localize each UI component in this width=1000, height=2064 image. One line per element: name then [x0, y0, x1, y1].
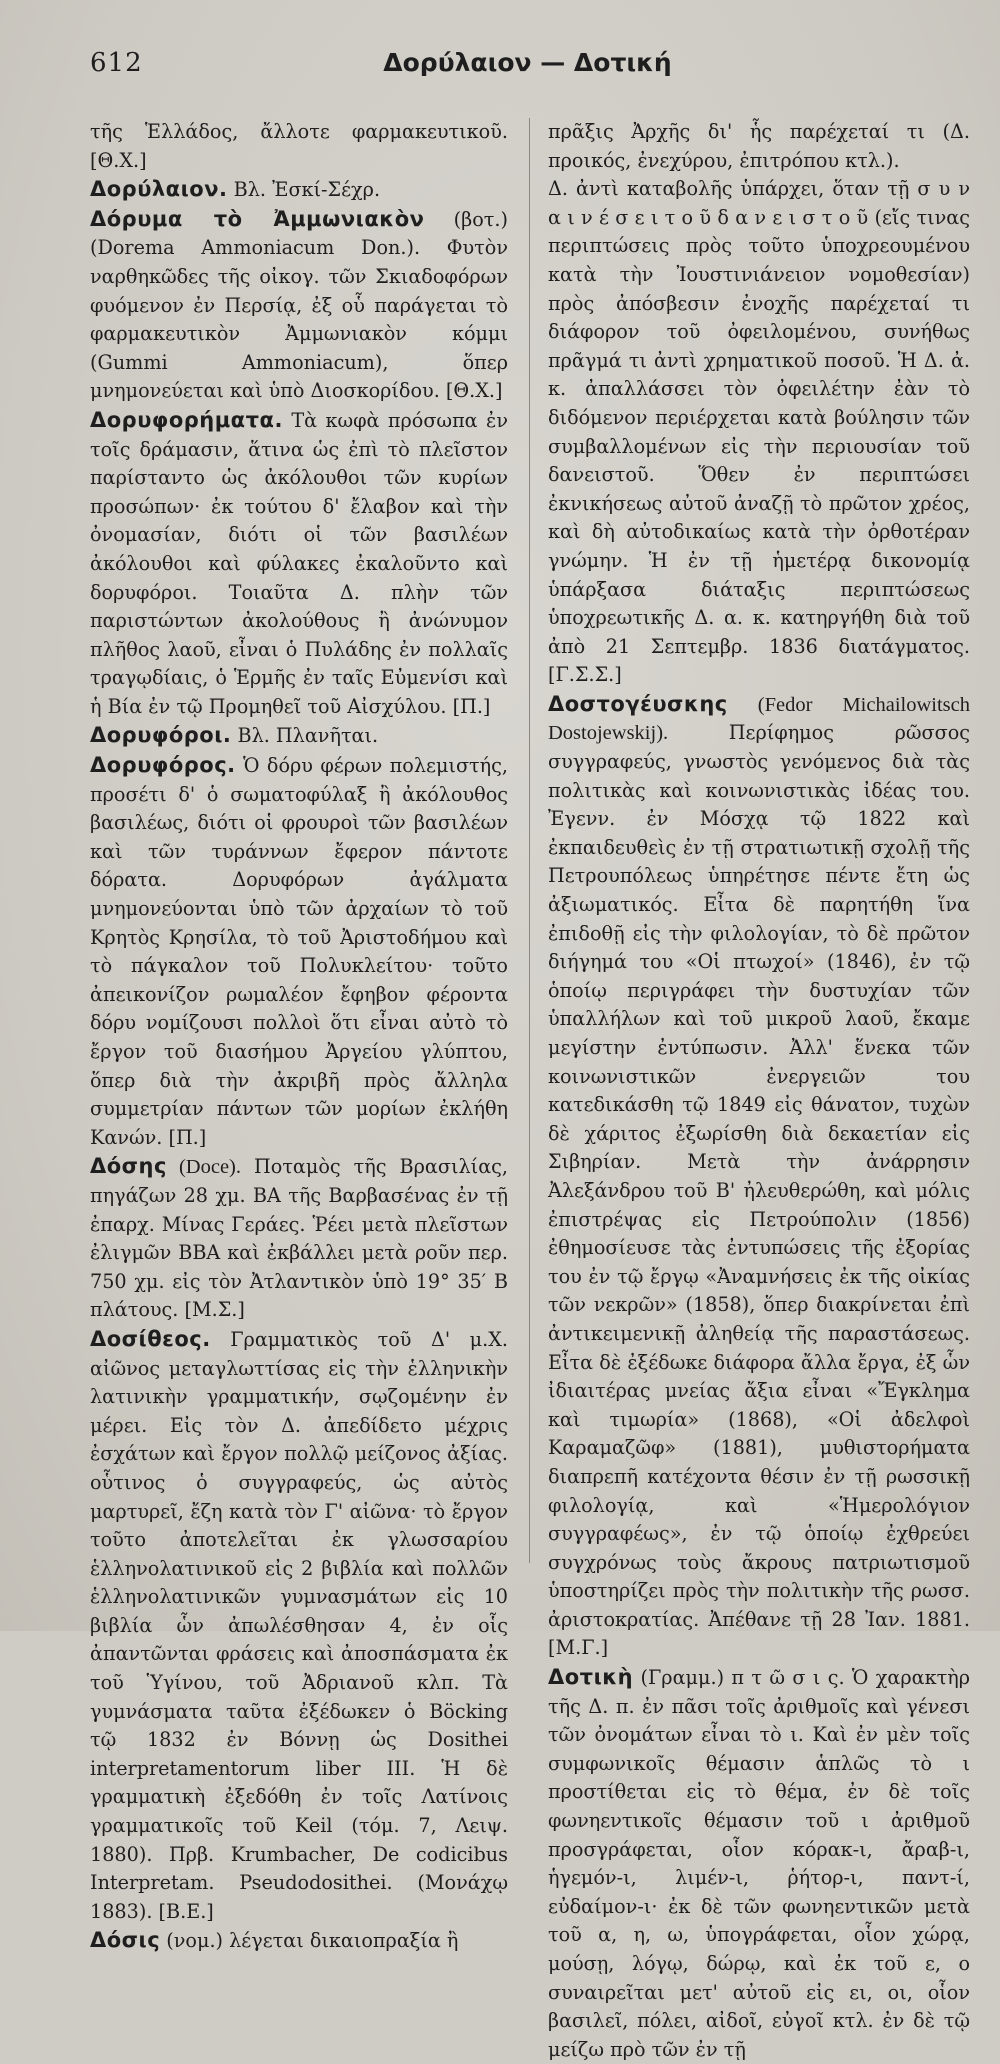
right-column — [548, 118, 970, 2064]
dictionary-entry — [90, 1325, 508, 1926]
entry-text: πρᾶξις Ἀρχῆς δι' ἧς παρέχεταί τι (Δ. προικός, ἐνεχύρου, ἐπιτρόπου κτλ.). — [548, 120, 970, 172]
entry-text: Γραμματικὸς τοῦ Δ' μ.Χ. αἰῶνος μεταγλωττίσας εἰς τὴν ἑλληνικὴν λατινικὴν γραμματικήν, σῳζομένην ἐν μέρει. Εἰς τὸν Δ. ἀπεδίδετο μέχρις ἐσχάτων καὶ ἔργον πολλῷ μείζονος ἀξίας. οὗτινος ὁ συγγραφεύς, ὡς αὐτὸς μαρτυρεῖ, ἔζη κατὰ τὸν Γ' αἰῶνα· τὸ ἔργον τοῦτο ἀποτελεῖται ἐκ γλωσσαρίου ἑλληνολατινικοῦ εἰς 2 βιβλία καὶ πολλῶν ἑλληνολατινικῶν γυμνασμάτων εἰς 10 βιβλία ὧν ἀπωλέσθησαν 4, ἐν οἷς ἀπαντῶνται φράσεις καὶ ἀποσπάσματα ἐκ τοῦ Ὑγίνου, τοῦ Ἀδριανοῦ κλπ. Τὰ γυμνάσματα ταῦτα ἐξέδωκεν ὁ Böcking τῷ 1832 ἐν Βόννῃ ὡς Dosithei interpretamentorum liber III. Ἡ δὲ γραμματικὴ ἐξεδόθη ἐν τοῖς Λατίνοις γραμματικοῖς τοῦ Keil (τόμ. 7, Λειψ. 1880). Πρβ. Krumbacher, De codicibus Interpretam. Pseudodosithei. (Μονάχῳ 1883). [Β.Ε.] — [90, 1327, 508, 1923]
entry-headword: Δορυφόρος. — [90, 753, 236, 778]
dictionary-entry — [548, 118, 970, 175]
entry-text: (Γραμμ.) π τ ῶ σ ι ς. Ὁ χαρακτὴρ τῆς Δ. π. ἐν πᾶσι τοῖς ἀριθμοῖς καὶ γένεσι τῶν ὀνομάτων εἶναι τὸ ι. Καὶ ἐν μὲν τοῖς συμφωνικοῖς θέμασιν ἁπλῶς τὸ ι προστίθεται εἰς τὸ θέμα, ἐν δὲ τοῖς φωνηεντικοῖς θέμασιν τοῦ ι ἀριθμοῦ προσγράφεται, οἷον κόρακ-ι, ἄραβ-ι, ἡγεμόν-ι, λιμέν-ι, ῥήτορ-ι, παντ-ί, εὐδαίμον-ι· ἐκ δὲ τῶν φωνηεντικῶν μετὰ τοῦ α, η, ω, ὑπογράφεται, οἷον χώρᾳ, μούσῃ, λόγῳ, δώρῳ, καὶ ἐκ τοῦ ε, ο συναιρεῖται μετ' αὐτοῦ εἰς ει, οι, οἷον βασιλεῖ, πόλει, αἰδοῖ, εὐγοῖ κτλ. ἐν δὲ τῷ μείζω πρὸ τῶν ἐν τῇ — [548, 1666, 970, 2061]
dictionary-entry — [90, 118, 508, 175]
entry-headword: Δόρυμα τὸ Ἀμμωνιακὸν — [90, 206, 425, 231]
dictionary-entry — [90, 175, 508, 205]
dictionary-entry — [90, 1926, 508, 1956]
entry-headword: Δοτικὴ — [548, 1665, 634, 1690]
entry-text: (νομ.) λέγεται δικαιοπραξία ἢ — [160, 1929, 459, 1953]
page-number: 612 — [90, 48, 143, 78]
running-head: Δορύλαιον — Δοτική — [383, 48, 672, 77]
page-header — [90, 48, 965, 88]
entry-headword: Δοστογέυσκης — [548, 691, 728, 716]
entry-headword: Δορυφορήματα. — [90, 407, 283, 432]
dictionary-entry — [548, 690, 970, 1663]
entry-latin-name: (Fedor Michailowitsch Dostojewskij). — [548, 693, 970, 745]
entry-text: Ποταμὸς τῆς Βρασιλίας, πηγάζων 28 χμ. ΒΑ τῆς Βαρβασένας ἐν τῇ ἐπαρχ. Μίνας Γεράες. Ῥέει μετὰ πλεῖστων ἐλιγμῶν ΒΒΑ καὶ ἐκβάλλει μετὰ ροῦν περ. 750 χμ. εἰς τὸν Ἀτλαντικὸν ὑπὸ 19° 35′ Β πλάτους. [Μ.Σ.] — [90, 1155, 508, 1322]
dictionary-entry — [548, 175, 970, 690]
dictionary-entry — [548, 1663, 970, 2064]
dictionary-entry — [90, 205, 508, 406]
dictionary-entry — [90, 1152, 508, 1325]
entry-headword: Δόσις — [90, 1928, 161, 1953]
entry-text: Βλ. Πλανῆται. — [231, 724, 379, 748]
entry-text: (βοτ.) (Dorema Ammoniacum Don.). Φυτὸν ναρθηκῶδες τῆς οἰκογ. τῶν Σκιαδοφόρων φυόμενον ἐν Περσίᾳ, ἐξ οὗ παράγεται τὸ φαρμακευτικὸν Ἀμμωνιακὸν κόμμι (Gummi Ammoniacum), ὅπερ μνημονεύεται καὶ ὑπὸ Διοσκορίδου. [Θ.Χ.] — [90, 207, 509, 403]
entry-headword: Δόσης — [90, 1154, 167, 1179]
entry-text: Ὁ δόρυ φέρων πολεμιστής, προσέτι δ' ὁ σωματοφύλαξ ἢ ἀκόλουθος βασιλέως, διότι οἱ φρουροὶ τῶν βασιλέων καὶ τῶν τυράννων ἔφερον πάντοτε δόρατα. Δορυφόρων ἀγάλματα μνημονεύονται ὑπὸ τῶν ἀρχαίων τὸ τοῦ Κρητὸς Κρησίλα, τὸ τοῦ Ἀριστοδήμου καὶ τὸ πάγκαλον τοῦ Πολυκλείτου· τοῦτο ἀπεικονίζον ρωμαλέον ἔφηβον φέροντα δόρυ νομίζουσι πολλοὶ ὅτι εἶναι αὐτὸ τὸ ἔργον τοῦ διασήμου Ἀργείου γλύπτου, ὅπερ διὰ τὴν ἀκριβῆ πρὸς ἄλληλα συμμετρίαν πάντων τῶν μορίων ἐκλήθη Κανών. [Π.] — [90, 754, 508, 1149]
dictionary-entry — [90, 721, 508, 751]
entry-text: τῆς Ἑλλάδος, ἄλλοτε φαρμακευτικοῦ. [Θ.Χ.] — [90, 120, 508, 172]
entry-latin-name: (Doce). — [166, 1156, 242, 1179]
entry-text: Βλ. Ἐσκί-Σέχρ. — [227, 178, 381, 202]
dictionary-entry — [90, 406, 508, 722]
entry-headword: Δοσίθεος. — [90, 1326, 211, 1351]
entry-text: Περίφημος ρῶσσος συγγραφεύς, γνωστὸς γενόμενος διὰ τὰς πολιτικὰς καὶ κοινωνιστικὰς ἰδέας του. Ἐγενν. ἐν Μόσχᾳ τῷ 1822 καὶ ἐκπαιδευθεὶς ἐν τῇ στρατιωτικῇ σχολῇ τῆς Πετρουπόλεως ὑπηρέτησε πέντε ἔτη ὡς ἀξιωματικός. Εἶτα δὲ παρητήθη ἵνα ἐπιδοθῇ εἰς τὴν φιλολογίαν, τὸ δὲ πρῶτον διήγημά του «Οἱ πτωχοί» (1846), ἐν τῷ ὁποίῳ περιγράφει τὴν δυστυχίαν τῶν ὑπαλλήλων καὶ τοῦ μικροῦ λαοῦ, ἔκαμε μεγίστην ἐντύπωσιν. Ἀλλ' ἕνεκα τῶν κοινωνιστικῶν ἐνεργειῶν του κατεδικάσθη τῷ 1849 εἰς θάνατον, τυχὼν δὲ χάριτος ἐξωρίσθη διὰ δεκαετίαν εἰς Σιβηρίαν. Μετὰ τὴν ἀνάρρησιν Ἀλεξάνδρου τοῦ Β' ἠλευθερώθη, καὶ μόλις ἐπιστρέψας εἰς Πετρούπολιν (1856) ἐθημοσίευσε τὰς ἐντυπώσεις τῆς ἐξορίας του ἐν τῷ ἔργῳ «Ἀναμνήσεις ἐκ τῆς οἰκίας τῶν νεκρῶν» (1858), ὅπερ διακρίνεται ἐπὶ ἀντικειμενικῇ ἀληθείᾳ τῆς παραστάσεως. Εἶτα δὲ ἐξέδωκε διάφορα ἄλλα ἔργα, ἐξ ὧν ἰδιαιτέρας μνείας ἄξια εἶναι «Ἔγκλημα καὶ τιμωρία» (1868), «Οἱ ἀδελφοὶ Καραμαζῶφ» (1881), μυθιστορήματα διαπρεπῆ κατέχοντα θέσιν ἐν τῇ ρωσσικῇ φιλολογίᾳ, καὶ «Ἡμερολόγιον συγγραφέως», ἐν τῷ ὁποίῳ ἐχθρεύει συγχρόνως τοὺς ἄκρους πατριωτισμοῦ ὑποστηρίζει πρὸς τὴν πολιτικὴν τῆς ρωσσ. ἀριστοκρατίας. Ἀπέθανε τῇ 28 Ἰαν. 1881. [Μ.Γ.] — [548, 721, 970, 1660]
entry-text: Τὰ κωφὰ πρόσωπα ἐν τοῖς δράμασιν, ἅτινα ὡς ἐπὶ τὸ πλεῖστον παρίσταντο ὡς ἀκόλουθοι τῶν κυρίων προσώπων· ἐκ τούτου δ' ἔλαβον καὶ τὴν ὀνομασίαν, διότι οἱ τῶν βασιλέων ἀκόλουθοι καὶ φύλακες ἐκαλοῦντο καὶ δορυφόροι. Τοιαῦτα Δ. πλὴν τῶν παριστώντων ἀκολούθους ἢ ἀνώνυμον πλῆθος λαοῦ, εἶναι ὁ Πυλάδης ἐν πολλαῖς τραγῳδίαις, ὁ Ἑρμῆς ἐν ταῖς Εὐμενίσι καὶ ἡ Βία ἐν τῷ Προμηθεῖ τοῦ Αἰσχύλου. [Π.] — [90, 408, 508, 718]
entry-headword: Δορυφόροι. — [90, 723, 232, 748]
column-divider — [529, 118, 530, 1563]
entry-headword: Δορύλαιον. — [90, 177, 228, 202]
left-column — [90, 118, 508, 1956]
dictionary-entry — [90, 751, 508, 1152]
entry-text: Δ. ἀντὶ καταβολῆς ὑπάρχει, ὅταν τῇ σ υ ν α ι ν έ σ ε ι τ ο ῦ δ α ν ε ι σ τ ο ῦ (εἴς τινας περιπτώσεις πρὸς τοῦτο ὑποχρεουμένου κατὰ τὴν Ἰουστινιάνειον νομοθεσίαν) πρὸς ἀπόσβεσιν ἐνοχῆς παρέχεταί τι διάφορον τοῦ ὀφειλομένου, συνήθως πρᾶγμά τι ἀντὶ χρηματικοῦ ποσοῦ. Ἡ Δ. ἀ. κ. ἀπαλλάσσει τὸν ὀφειλέτην ἐὰν τὸ διδόμενον περιέρχεται κατὰ βούλησιν τῶν συμβαλλομένων εἰς τὴν περιουσίαν τοῦ δανειστοῦ. Ὅθεν ἐν περιπτώσει ἐκνικήσεως αὐτοῦ ἀναζῇ τὸ πρῶτον χρέος, καὶ δὴ αὐτοδικαίως κατὰ τὴν ὀρθοτέραν γνώμην. Ἡ ἐν τῇ ἡμετέρᾳ δικονομίᾳ ὑπάρξασα διάταξις περιπτώσεως ὑποχρεωτικῆς Δ. α. κ. κατηργήθη διὰ τοῦ ἀπὸ 21 Σεπτεμβρ. 1836 διατάγματος. [Γ.Σ.Σ.] — [548, 177, 970, 687]
